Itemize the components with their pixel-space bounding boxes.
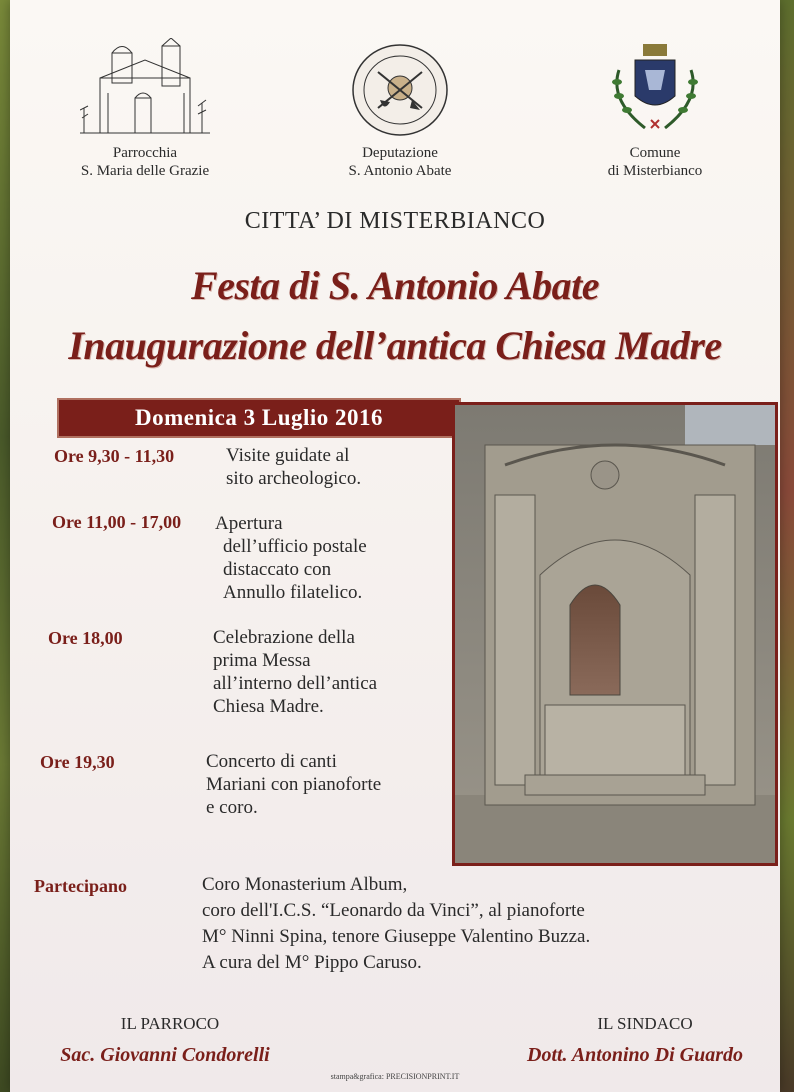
deputation-seal-icon	[350, 42, 450, 138]
schedule-item-3	[213, 626, 453, 718]
schedule-time-4: Ore 19,30	[40, 752, 115, 772]
parish-logo-block	[50, 38, 240, 180]
participants-line-4: A cura del M° Pippo Caruso.	[202, 952, 422, 973]
parish-priest-role: IL PARROCO	[120, 1014, 220, 1033]
schedule-3-line-2: prima Messa	[213, 650, 311, 671]
schedule-item-4	[206, 750, 446, 819]
poster	[10, 0, 780, 1092]
schedule-item-2	[215, 512, 455, 604]
parish-priest-name: Sac. Giovanni Condorelli	[60, 1044, 270, 1066]
participants-label: Partecipano	[34, 876, 127, 896]
schedule-3-line-1: Celebrazione della	[213, 627, 355, 648]
schedule-2-line-2: dell’ufficio postale	[223, 536, 367, 557]
parish-line2: S. Maria delle Grazie	[80, 163, 210, 179]
church-drawing-icon	[80, 38, 210, 138]
schedule-time-1: Ore 9,30 - 11,30	[54, 446, 175, 466]
event-title-line2: Inaugurazione dell’antica Chiesa Madre	[68, 323, 722, 368]
date-banner: Domenica 3 Luglio 2016	[57, 398, 461, 438]
schedule-3-line-4: Chiesa Madre.	[213, 696, 324, 717]
schedule-1-line-2: sito archeologico.	[226, 468, 362, 489]
schedule-time-3: Ore 18,00	[48, 628, 123, 648]
comune-crest-icon	[605, 40, 705, 138]
comune-logo-block	[570, 40, 740, 180]
comune-line1: Comune	[629, 145, 681, 161]
participants-line-1: Coro Monasterium Album,	[202, 874, 408, 895]
parish-line1: Parrocchia	[112, 145, 178, 161]
schedule-item-1	[226, 444, 466, 490]
altar-photo	[452, 402, 778, 866]
comune-line2: di Misterbianco	[607, 163, 703, 179]
city-heading: CITTA’ DI MISTERBIANCO	[244, 208, 546, 234]
participants-line-2: coro dell'I.C.S. “Leonardo da Vinci”, al pianoforte	[202, 900, 585, 921]
schedule-4-line-1: Concerto di canti	[206, 751, 337, 772]
deputation-line2: S. Antonio Abate	[348, 163, 452, 179]
altar-photo-drawing	[455, 405, 775, 863]
event-title-line1: Festa di S. Antonio Abate	[191, 263, 599, 308]
schedule-time-2: Ore 11,00 - 17,00	[52, 512, 182, 532]
deputation-line1: Deputazione	[362, 145, 438, 161]
schedule-4-line-3: e coro.	[206, 797, 258, 818]
schedule-2-line-1: Apertura	[215, 513, 283, 534]
mayor-role: IL SINDACO	[597, 1014, 693, 1033]
participants-line-3: M° Ninni Spina, tenore Giuseppe Valentino Buzza.	[202, 926, 591, 947]
printer-credit: stampa&grafica: PRECISIONPRINT.IT	[330, 1072, 460, 1081]
schedule-2-line-3: distaccato con	[223, 559, 332, 580]
deputation-logo-block	[300, 42, 500, 180]
mayor-name: Dott. Antonino Di Guardo	[527, 1044, 743, 1066]
schedule-2-line-4: Annullo filatelico.	[223, 582, 363, 603]
participants-list	[202, 872, 762, 976]
schedule-1-line-1: Visite guidate al	[226, 445, 350, 466]
schedule-3-line-3: all’interno dell’antica	[213, 673, 378, 694]
schedule-4-line-2: Mariani con pianoforte	[206, 774, 382, 795]
